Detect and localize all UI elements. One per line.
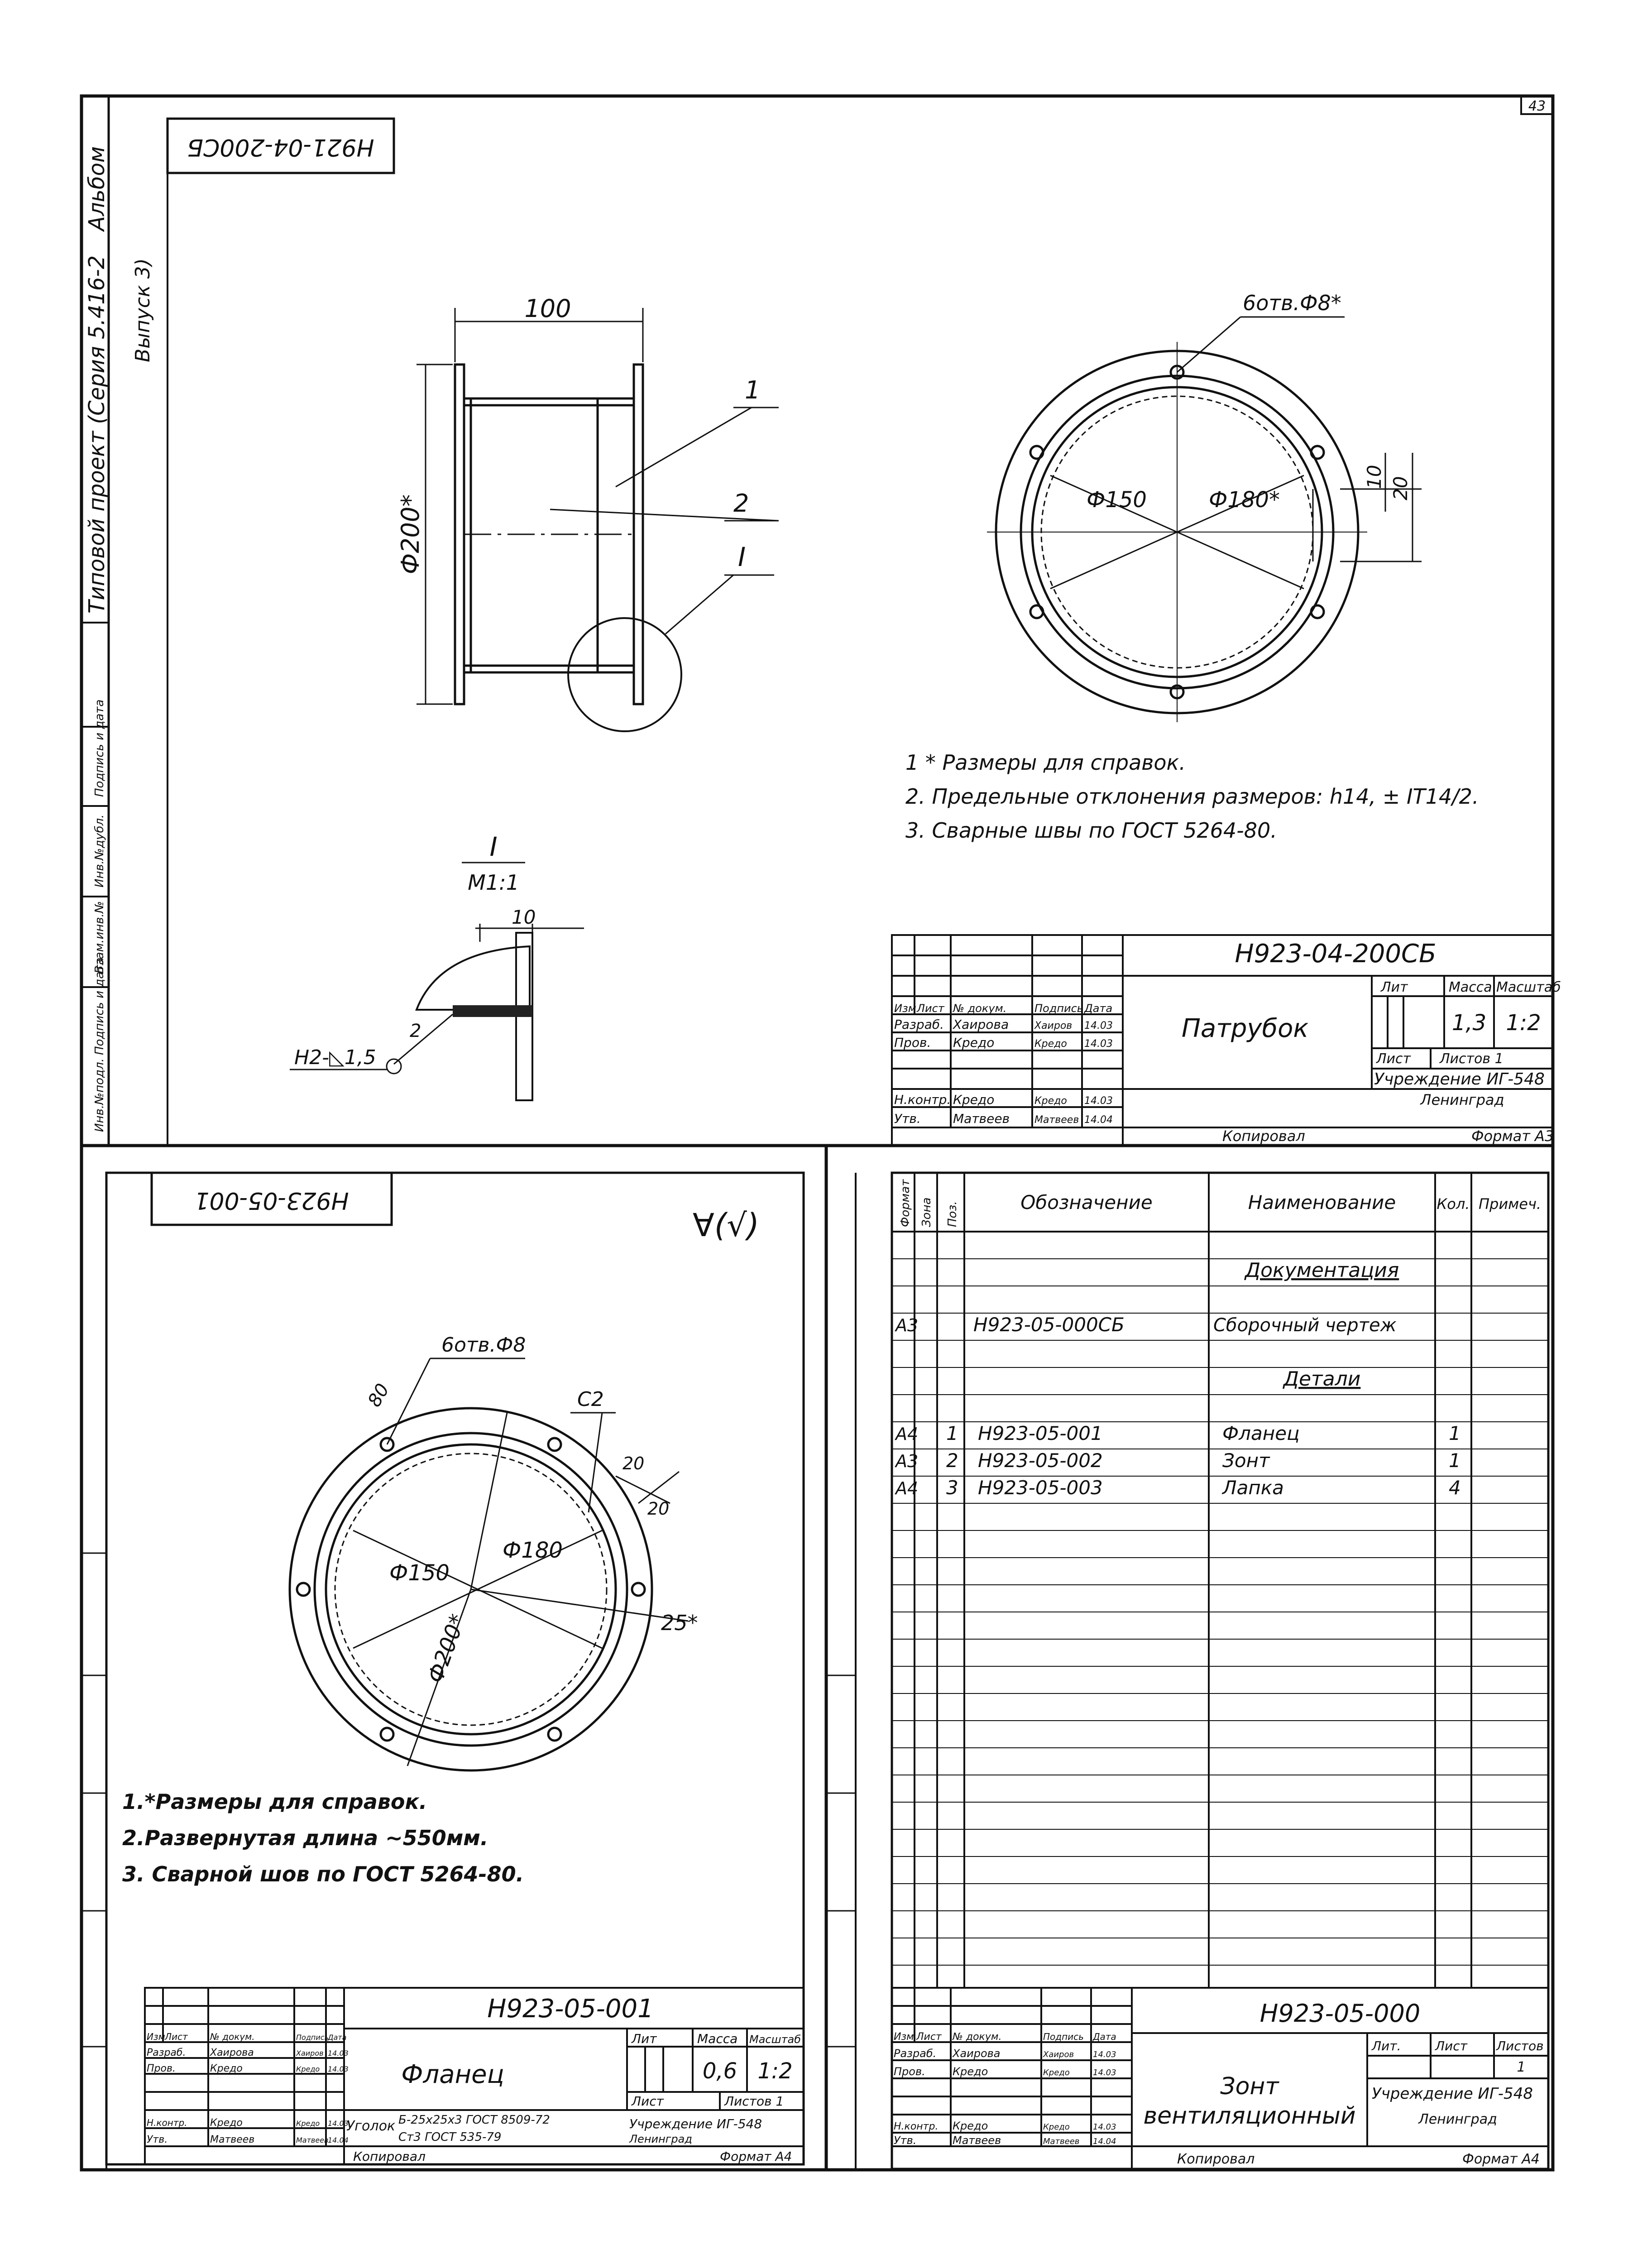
svg-text:Формат А4: Формат А4 xyxy=(720,2149,792,2164)
svg-text:Н.контр.: Н.контр. xyxy=(894,2121,939,2132)
svg-text:Пров.: Пров. xyxy=(147,2063,176,2074)
svg-text:Н923-05-000: Н923-05-000 xyxy=(1259,1999,1421,2028)
svg-text:Копировал: Копировал xyxy=(1222,1127,1305,1145)
svg-text:Ленинград: Ленинград xyxy=(1420,1091,1504,1108)
dim-100 xyxy=(455,294,643,362)
svg-text:1:2: 1:2 xyxy=(757,2058,793,2084)
svg-text:Сборочный чертеж: Сборочный чертеж xyxy=(1213,1315,1397,1336)
svg-text:Разраб.: Разраб. xyxy=(894,1017,944,1032)
svg-text:14.03: 14.03 xyxy=(1093,2050,1116,2059)
dia-180-label-1: Ф180* xyxy=(1209,487,1280,513)
drawing-patrubok xyxy=(168,119,1561,1146)
svg-text:Формат А4: Формат А4 xyxy=(1462,2151,1540,2167)
svg-text:Листов 1: Листов 1 xyxy=(1440,1051,1504,1067)
spec-header-qty: Кол. xyxy=(1437,1195,1470,1213)
spec-section-parts: Детали xyxy=(1283,1367,1361,1391)
svg-text:Лит: Лит xyxy=(1381,979,1408,995)
dia-180-label-2: Ф180 xyxy=(503,1538,563,1563)
svg-text:1: 1 xyxy=(745,376,761,404)
svg-text:Н923-05-001: Н923-05-001 xyxy=(978,1422,1103,1444)
svg-text:Лапка: Лапка xyxy=(1222,1477,1284,1499)
side-stamp-5: Подпись и дата xyxy=(93,699,106,797)
spec-header-pos: Поз. xyxy=(946,1201,959,1227)
svg-text:Хаирова: Хаирова xyxy=(953,1017,1009,1032)
roughness-mark: ∀(√) xyxy=(693,1207,760,1244)
svg-text:Изм: Изм xyxy=(894,2031,914,2043)
dim-25-label: 25* xyxy=(661,1611,698,1635)
svg-text:14.03: 14.03 xyxy=(1084,1095,1113,1107)
title-block-spec xyxy=(892,1988,1548,2169)
svg-text:Матвеев: Матвеев xyxy=(296,2136,329,2144)
svg-text:80: 80 xyxy=(364,1380,394,1410)
svg-text:Лист: Лист xyxy=(1435,2039,1467,2053)
svg-text:С2: С2 xyxy=(577,1388,604,1411)
spec-section-docs: Документация xyxy=(1245,1259,1399,1282)
svg-text:Н923-05-003: Н923-05-003 xyxy=(978,1477,1103,1499)
dia-150-label-1: Ф150 xyxy=(1087,487,1147,513)
svg-text:Ленинград: Ленинград xyxy=(629,2133,692,2145)
svg-text:1:2: 1:2 xyxy=(1506,1010,1541,1036)
svg-text:Ленинград: Ленинград xyxy=(1418,2111,1497,2127)
svg-text:М1:1: М1:1 xyxy=(468,870,519,895)
svg-text:1,3: 1,3 xyxy=(1451,1010,1487,1036)
svg-text:Матвеев: Матвеев xyxy=(1043,2137,1080,2146)
spec-row-part-1 xyxy=(894,1422,1461,1444)
svg-text:14.03: 14.03 xyxy=(328,2049,349,2058)
svg-text:14.03: 14.03 xyxy=(328,2065,349,2073)
svg-text:А3: А3 xyxy=(895,1315,919,1335)
svg-text:Дата: Дата xyxy=(1093,2031,1116,2042)
svg-text:Разраб.: Разраб. xyxy=(894,2047,937,2060)
svg-text:14.04: 14.04 xyxy=(328,2136,349,2144)
svg-text:Н2-◺1,5: Н2-◺1,5 xyxy=(294,1046,376,1069)
side-strip-top xyxy=(81,96,154,1146)
svg-text:Лит: Лит xyxy=(632,2031,657,2046)
leaders-side-view xyxy=(550,376,779,731)
svg-text:Лит.: Лит. xyxy=(1372,2039,1401,2053)
svg-text:14.03: 14.03 xyxy=(1084,1038,1113,1050)
flanets-note-2: 2.Развернутая длина ~550мм. xyxy=(122,1826,488,1850)
svg-text:Копировал: Копировал xyxy=(353,2149,426,2164)
hole-callout-1 xyxy=(1177,291,1345,372)
svg-text:Ст3 ГОСТ 535-79: Ст3 ГОСТ 535-79 xyxy=(398,2130,502,2144)
svg-text:Листов: Листов xyxy=(1496,2039,1544,2053)
svg-text:Кредо: Кредо xyxy=(210,2063,243,2074)
svg-text:14.03: 14.03 xyxy=(1093,2122,1116,2132)
svg-text:№ докум.: № докум. xyxy=(953,1002,1007,1015)
dim-diameter-200 xyxy=(396,365,453,704)
spec-row-doc xyxy=(894,1314,1397,1336)
svg-text:0,6: 0,6 xyxy=(702,2058,737,2084)
patrubok-note-1: 1 * Размеры для справок. xyxy=(905,750,1186,775)
flanets-note-1: 1.*Размеры для справок. xyxy=(122,1789,427,1814)
svg-text:Учреждение ИГ-548: Учреждение ИГ-548 xyxy=(1374,1070,1545,1089)
svg-text:Матвеев: Матвеев xyxy=(953,1111,1010,1126)
svg-text:14.04: 14.04 xyxy=(1084,1114,1113,1126)
dim-10-20-front-1 xyxy=(1340,453,1422,561)
svg-text:I: I xyxy=(489,831,498,862)
svg-text:Матвеев: Матвеев xyxy=(1034,1114,1079,1126)
svg-text:Пров.: Пров. xyxy=(894,1035,931,1050)
svg-text:Б-25х25х3 ГОСТ 8509-72: Б-25х25х3 ГОСТ 8509-72 xyxy=(398,2113,550,2127)
svg-text:Зонт: Зонт xyxy=(1220,2073,1279,2100)
svg-text:Н923-05-001: Н923-05-001 xyxy=(487,1994,654,2024)
rotated-code-bottom: Н923-05-001 xyxy=(194,1187,349,1214)
dia-150-label-2: Ф150 xyxy=(389,1560,450,1586)
svg-text:1: 1 xyxy=(946,1422,958,1444)
spec-row-part-3 xyxy=(894,1477,1461,1499)
svg-text:Хаиров: Хаиров xyxy=(1034,1020,1073,1031)
specification-table xyxy=(826,1173,1548,2170)
svg-text:Кредо: Кредо xyxy=(1034,1095,1067,1107)
svg-text:I: I xyxy=(738,542,746,572)
drawing-flanets xyxy=(81,1173,804,2170)
spec-header-format: Формат xyxy=(899,1179,912,1227)
album-text: Альбом xyxy=(84,146,110,231)
svg-text:4: 4 xyxy=(1449,1477,1461,1499)
svg-text:Утв.: Утв. xyxy=(894,1111,921,1126)
svg-text:Масштаб: Масштаб xyxy=(749,2033,801,2046)
spec-header-zone: Зона xyxy=(920,1197,934,1227)
svg-text:6отв.Ф8*: 6отв.Ф8* xyxy=(1243,291,1341,315)
svg-text:Хаирова: Хаирова xyxy=(210,2047,254,2058)
svg-text:Лист: Лист xyxy=(632,2094,664,2109)
svg-text:Кредо: Кредо xyxy=(1034,1038,1067,1050)
sheet-number-box xyxy=(1521,96,1553,114)
svg-text:Учреждение ИГ-548: Учреждение ИГ-548 xyxy=(629,2116,762,2131)
svg-text:Кредо: Кредо xyxy=(953,1035,995,1050)
svg-text:Кредо: Кредо xyxy=(296,2065,320,2073)
svg-text:Патрубок: Патрубок xyxy=(1181,1014,1309,1043)
svg-text:10: 10 xyxy=(512,906,536,928)
svg-text:Дата: Дата xyxy=(328,2033,347,2042)
hole-callout-2 xyxy=(364,1333,679,1519)
svg-text:20: 20 xyxy=(622,1453,645,1473)
svg-text:Ф200*: Ф200* xyxy=(396,494,425,575)
svg-text:Подпись: Подпись xyxy=(1034,1002,1083,1015)
svg-text:вентиляционный: вентиляционный xyxy=(1143,2102,1356,2130)
series-text: Типовой проект (Серия 5.416-2 xyxy=(84,255,110,614)
svg-text:14.03: 14.03 xyxy=(328,2119,349,2128)
svg-text:Лист: Лист xyxy=(916,2031,942,2043)
svg-text:Изм: Изм xyxy=(147,2031,165,2042)
svg-text:Дата: Дата xyxy=(1084,1002,1113,1015)
patrubok-note-2: 2. Предельные отклонения размеров: h14, ± IT14/2. xyxy=(905,784,1479,809)
svg-text:Матвеев: Матвеев xyxy=(210,2134,255,2145)
side-stamp-1: Инв.№подл. xyxy=(93,1058,106,1132)
rotated-code-top: Н921-04-200СБ xyxy=(187,134,374,161)
flange-front-view-1 xyxy=(987,342,1367,722)
svg-text:Кредо: Кредо xyxy=(1043,2122,1070,2132)
title-block-flanets xyxy=(145,1988,804,2164)
svg-text:А3: А3 xyxy=(895,1451,919,1471)
svg-text:А4: А4 xyxy=(895,1424,919,1444)
svg-text:10: 10 xyxy=(1363,465,1385,489)
issue-text: Выпуск 3) xyxy=(131,258,154,362)
svg-text:1: 1 xyxy=(1449,1449,1461,1472)
svg-text:Уголок: Уголок xyxy=(346,2118,396,2134)
side-stamp-2: Подпись и дата xyxy=(93,957,106,1055)
spec-header-note: Примеч. xyxy=(1478,1195,1542,1213)
svg-text:Утв.: Утв. xyxy=(147,2134,168,2145)
svg-text:Масса: Масса xyxy=(697,2031,738,2046)
svg-text:Пров.: Пров. xyxy=(894,2065,925,2078)
svg-text:Лист: Лист xyxy=(917,1002,944,1015)
svg-text:Кредо: Кредо xyxy=(210,2117,243,2129)
svg-text:Кредо: Кредо xyxy=(296,2119,320,2128)
svg-text:Матвеев: Матвеев xyxy=(953,2134,1001,2147)
svg-text:Лист: Лист xyxy=(165,2031,188,2042)
svg-text:2: 2 xyxy=(946,1449,958,1472)
svg-text:Масса: Масса xyxy=(1449,979,1492,995)
svg-text:Кредо: Кредо xyxy=(1043,2068,1070,2077)
svg-text:14.03: 14.03 xyxy=(1093,2068,1116,2077)
svg-text:Хаиров: Хаиров xyxy=(296,2049,324,2058)
svg-text:14.03: 14.03 xyxy=(1084,1020,1113,1031)
svg-text:№ докум.: № докум. xyxy=(210,2031,255,2042)
svg-text:Н.контр.: Н.контр. xyxy=(894,1092,951,1107)
spec-header-name: Наименование xyxy=(1248,1191,1396,1214)
svg-text:Подпись: Подпись xyxy=(1043,2031,1084,2042)
flanets-note-3: 3. Сварной шов по ГОСТ 5264-80. xyxy=(122,1862,524,1886)
svg-text:2: 2 xyxy=(733,489,749,518)
svg-text:Копировал: Копировал xyxy=(1177,2151,1255,2167)
pipe-side-view xyxy=(455,365,643,704)
patrubok-note-3: 3. Сварные швы по ГОСТ 5264-80. xyxy=(905,818,1277,843)
svg-text:1: 1 xyxy=(1517,2059,1526,2075)
svg-text:Хаиров: Хаиров xyxy=(1043,2050,1074,2059)
svg-text:Масштаб: Масштаб xyxy=(1496,979,1561,995)
outer-frame xyxy=(81,96,1553,2170)
svg-text:Изм: Изм xyxy=(894,1002,916,1015)
svg-text:100: 100 xyxy=(524,294,571,323)
side-stamp-4: Инв.№дубл. xyxy=(93,814,106,887)
svg-text:Н.контр.: Н.контр. xyxy=(147,2117,187,2128)
sheet-number: 43 xyxy=(1528,98,1546,114)
side-stamp-3: Взам.инв.№ xyxy=(93,901,106,974)
svg-text:20: 20 xyxy=(647,1499,670,1519)
svg-text:Хаирова: Хаирова xyxy=(953,2047,1001,2060)
svg-text:Подпись: Подпись xyxy=(296,2033,329,2042)
svg-text:1: 1 xyxy=(1449,1422,1461,1444)
svg-text:Лист: Лист xyxy=(1376,1051,1411,1067)
svg-text:Разраб.: Разраб. xyxy=(147,2047,186,2058)
svg-text:Н923-05-002: Н923-05-002 xyxy=(978,1449,1103,1472)
svg-text:Зонт: Зонт xyxy=(1222,1449,1270,1472)
svg-text:Учреждение ИГ-548: Учреждение ИГ-548 xyxy=(1372,2085,1533,2103)
svg-text:Кредо: Кредо xyxy=(953,1092,995,1107)
svg-text:Фланец: Фланец xyxy=(401,2060,504,2089)
detail-view-I xyxy=(290,831,584,1100)
svg-text:Кредо: Кредо xyxy=(953,2065,988,2078)
svg-text:Н923-05-000СБ: Н923-05-000СБ xyxy=(973,1314,1125,1336)
spec-row-part-2 xyxy=(894,1449,1461,1472)
svg-text:№ докум.: № докум. xyxy=(953,2031,1002,2043)
spec-header-designation: Обозначение xyxy=(1020,1191,1153,1214)
svg-text:Утв.: Утв. xyxy=(894,2134,917,2147)
svg-text:2: 2 xyxy=(410,1021,421,1041)
svg-text:Н923-04-200СБ: Н923-04-200СБ xyxy=(1235,939,1437,969)
dia-200-label-2: Ф200* xyxy=(422,1611,471,1687)
svg-text:14.04: 14.04 xyxy=(1093,2137,1116,2146)
svg-text:Формат А3: Формат А3 xyxy=(1471,1127,1554,1145)
svg-text:Кредо: Кредо xyxy=(953,2120,988,2132)
svg-text:6отв.Ф8: 6отв.Ф8 xyxy=(441,1333,526,1357)
svg-text:А4: А4 xyxy=(895,1478,919,1498)
svg-text:20: 20 xyxy=(1389,476,1412,500)
svg-text:Листов 1: Листов 1 xyxy=(724,2094,784,2109)
svg-text:Фланец: Фланец xyxy=(1222,1422,1300,1444)
svg-text:3: 3 xyxy=(946,1477,958,1499)
title-block-patrubok xyxy=(892,935,1561,1146)
